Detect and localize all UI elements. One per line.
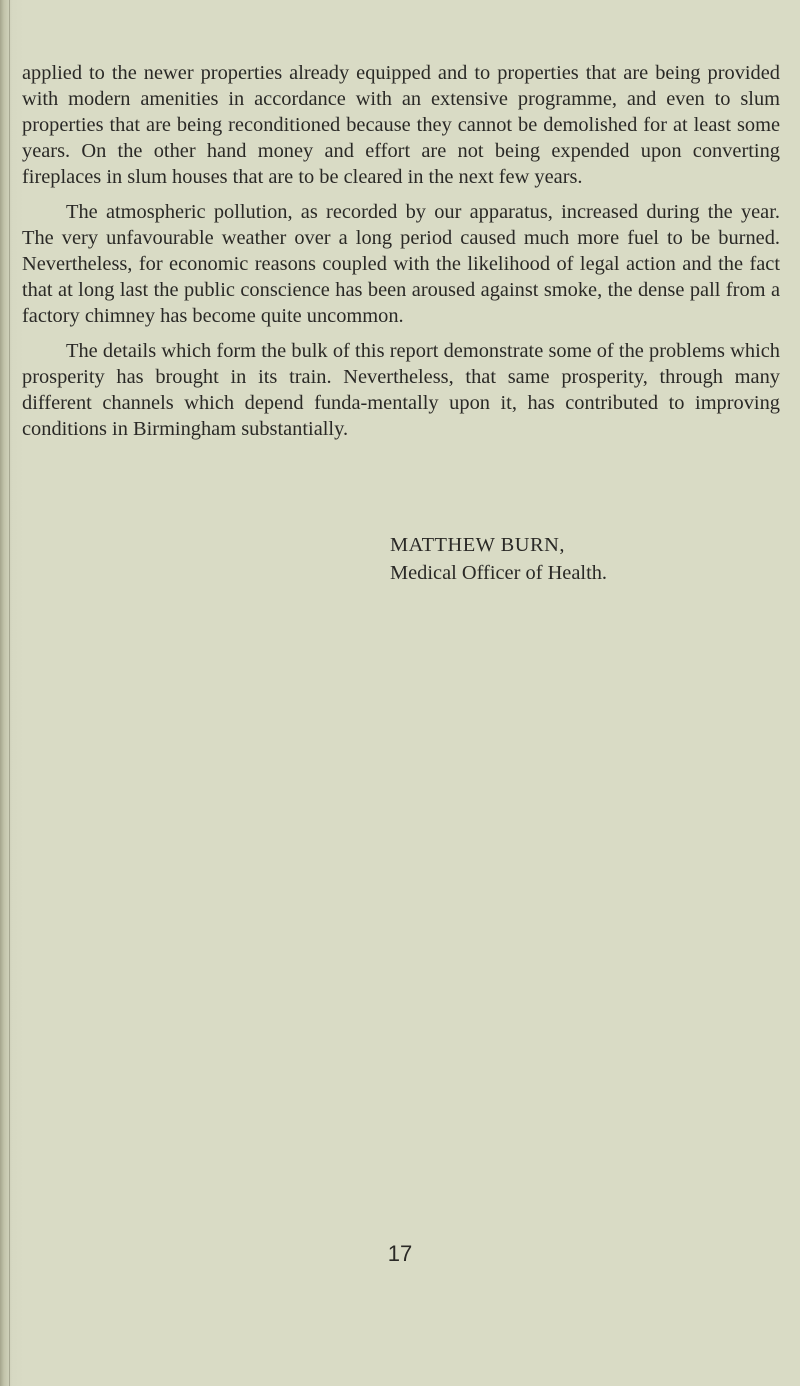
paragraph-continuation: applied to the newer properties already equipped and to properties that are being provided with modern amenities in accordance with an extensive programme, and even to slum properties that are being reconditioned because they cannot be demolished for at least some years. On the other hand money and effort are not being expended upon converting fireplaces in slum houses that are to be cleared in the next few years.	[22, 62, 780, 188]
signatory-name: MATTHEW BURN,	[390, 534, 565, 556]
body-text	[22, 60, 780, 442]
page-number: 17	[387, 1241, 413, 1266]
binding-edge	[9, 0, 10, 1386]
signature-block	[390, 531, 780, 587]
paragraph-report-details: The details which form the bulk of this report demonstrate some of the problems which prosperity has brought in its train. Nevertheless, that same prosperity, through many different channels which depend funda-mentally upon it, has contributed to improving conditions in Birmingham substantially.	[22, 340, 780, 440]
signatory-title: Medical Officer of Health.	[390, 562, 608, 584]
paragraph-atmospheric-pollution: The atmospheric pollution, as recorded by our apparatus, increased during the year. The very unfavourable weather over a long period caused much more fuel to be burned. Nevertheless, for economic reasons coupled with the likelihood of legal action and the fact that at long last the public conscience has been aroused against smoke, the dense pall from a factory chimney has become quite uncommon.	[22, 201, 780, 327]
